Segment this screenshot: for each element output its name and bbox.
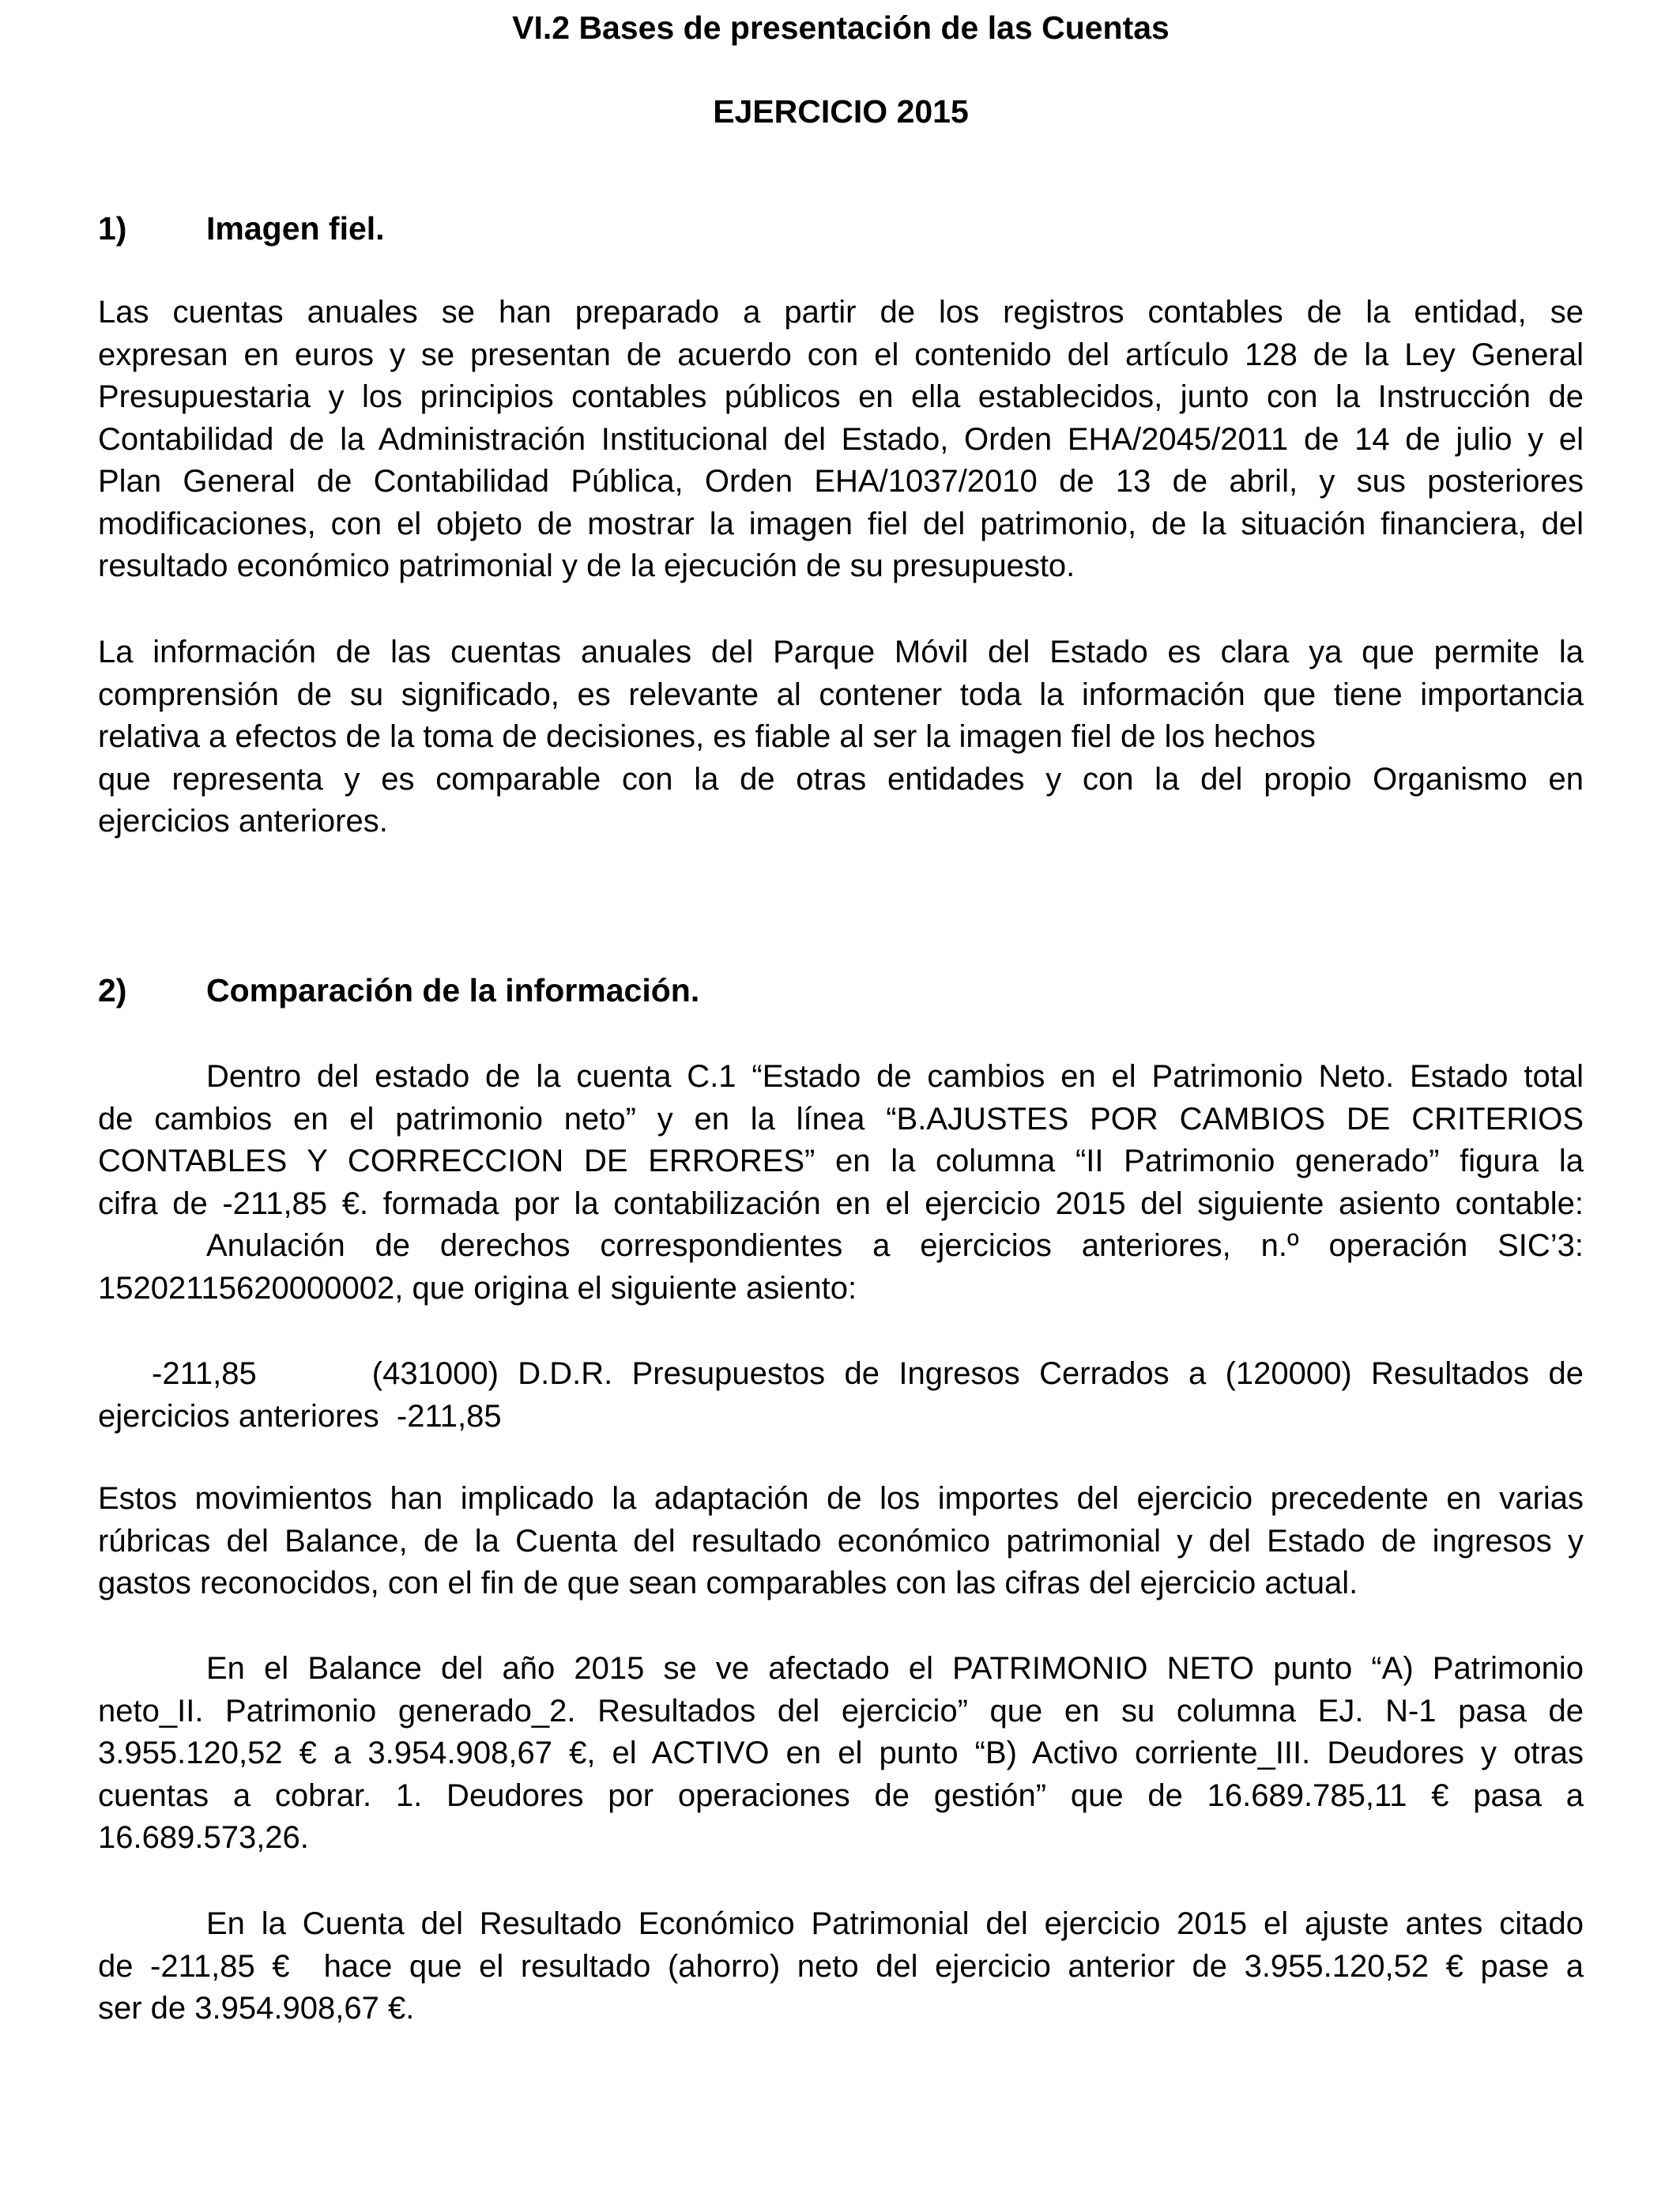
text-line: CONTABLES Y CORRECCION DE ERRORES” en la columna “II Patrimonio generado” figura la [98,1144,1584,1178]
text-line: Las cuentas anuales se han preparado a partir de los registros contables de la entidad, se [98,295,1584,330]
text-line: Anulación de derechos correspondientes a ejercicios anteriores, n.º operación SIC’3: [206,1228,1584,1263]
text-line: resultado económico patrimonial y de la ejecución de su presupuesto. [98,548,1075,583]
section-1-paragraph-2 [98,631,1584,843]
text-line: Dentro del estado de la cuenta C.1 “Estado de cambios en el Patrimonio Neto. Estado total [206,1059,1584,1094]
section-1-heading [98,210,385,247]
text-line: 16.689.573,26. [98,1820,309,1855]
text-line: Plan General de Contabilidad Pública, Orden EHA/1037/2010 de 13 de abril, y sus posteriores [98,464,1584,499]
section-2-title: Comparación de la información. [206,972,700,1008]
text-line: de cambios en el patrimonio neto” y en la línea “B.AJUSTES POR CAMBIOS DE CRITERIOS [98,1101,1584,1137]
text-line: que representa y es comparable con la de otras entidades y con la del propio Organismo en [98,761,1584,797]
text-line: En el Balance del año 2015 se ve afectado el PATRIMONIO NETO punto “A) Patrimonio [206,1651,1584,1686]
section-2-heading [98,972,699,1009]
section-2-paragraph-2 [98,1478,1584,1605]
section-1-number: 1) [98,210,127,247]
accounting-entry [98,1353,1584,1438]
text-line: Contabilidad de la Administración Institucional del Estado, Orden EHA/2045/2011 de 14 de julio y el [98,421,1584,457]
text-line: 3.955.120,52 € a 3.954.908,67 €, el ACTIVO en el punto “B) Activo corriente_III. Deudores y otras [98,1736,1584,1770]
text-line: comprensión de su significado, es relevante al contener toda la información que tiene importancia [98,677,1584,712]
section-2-paragraph-4 [98,1903,1584,2030]
text-line: rúbricas del Balance, de la Cuenta del resultado económico patrimonial y del Estado de ingresos y [98,1523,1584,1559]
text-line: de -211,85 € hace que el resultado (ahorro) neto del ejercicio anterior de 3.955.120,52 € pase a [98,1948,1584,1984]
text-line: 15202115620000002, que origina el siguiente asiento: [98,1270,857,1306]
text-line: relativa a efectos de la toma de decisiones, es fiable al ser la imagen fiel de los hechos [98,719,1316,754]
section-2-paragraph-3 [98,1648,1584,1860]
text-line: La información de las cuentas anuales del Parque Móvil del Estado es clara ya que permite la [98,635,1584,669]
document-title: VI.2 Bases de presentación de las Cuentas [512,9,1170,46]
text-line: Estos movimientos han implicado la adaptación de los importes del ejercicio precedente en varias [98,1481,1584,1516]
text-line: ser de 3.954.908,67 €. [98,1991,415,2026]
document-subtitle: EJERCICIO 2015 [713,93,969,130]
entry-line: -211,85 (431000) D.D.R. Presupuestos de Ingresos Cerrados a (120000) Resultados de [152,1356,1584,1391]
entry-line: ejercicios anteriores -211,85 [98,1398,502,1434]
text-line: cifra de -211,85 €. formada por la contabilización en el ejercicio 2015 del siguiente asiento contable: [98,1186,1584,1221]
text-line: expresan en euros y se presentan de acuerdo con el contenido del artículo 128 de la Ley General [98,337,1584,372]
text-line: gastos reconocidos, con el fin de que sean comparables con las cifras del ejercicio actual. [98,1566,1358,1600]
section-2-paragraph-1 [98,1056,1584,1310]
text-line: neto_II. Patrimonio generado_2. Resultados del ejercicio” que en su columna EJ. N-1 pasa de [98,1693,1584,1728]
section-1-paragraph-1 [98,292,1584,588]
text-line: modificaciones, con el objeto de mostrar la imagen fiel del patrimonio, de la situación financiera, del [98,506,1584,541]
section-2-number: 2) [98,972,127,1008]
text-line: cuentas a cobrar. 1. Deudores por operaciones de gestión” que de 16.689.785,11 € pasa a [98,1777,1584,1813]
text-line: Presupuestaria y los principios contables públicos en ella establecidos, junto con la Instrucción de [98,379,1584,414]
section-1-title: Imagen fiel. [206,210,385,247]
text-line: ejercicios anteriores. [98,804,388,839]
text-line: En la Cuenta del Resultado Económico Patrimonial del ejercicio 2015 el ajuste antes citado [206,1906,1584,1941]
